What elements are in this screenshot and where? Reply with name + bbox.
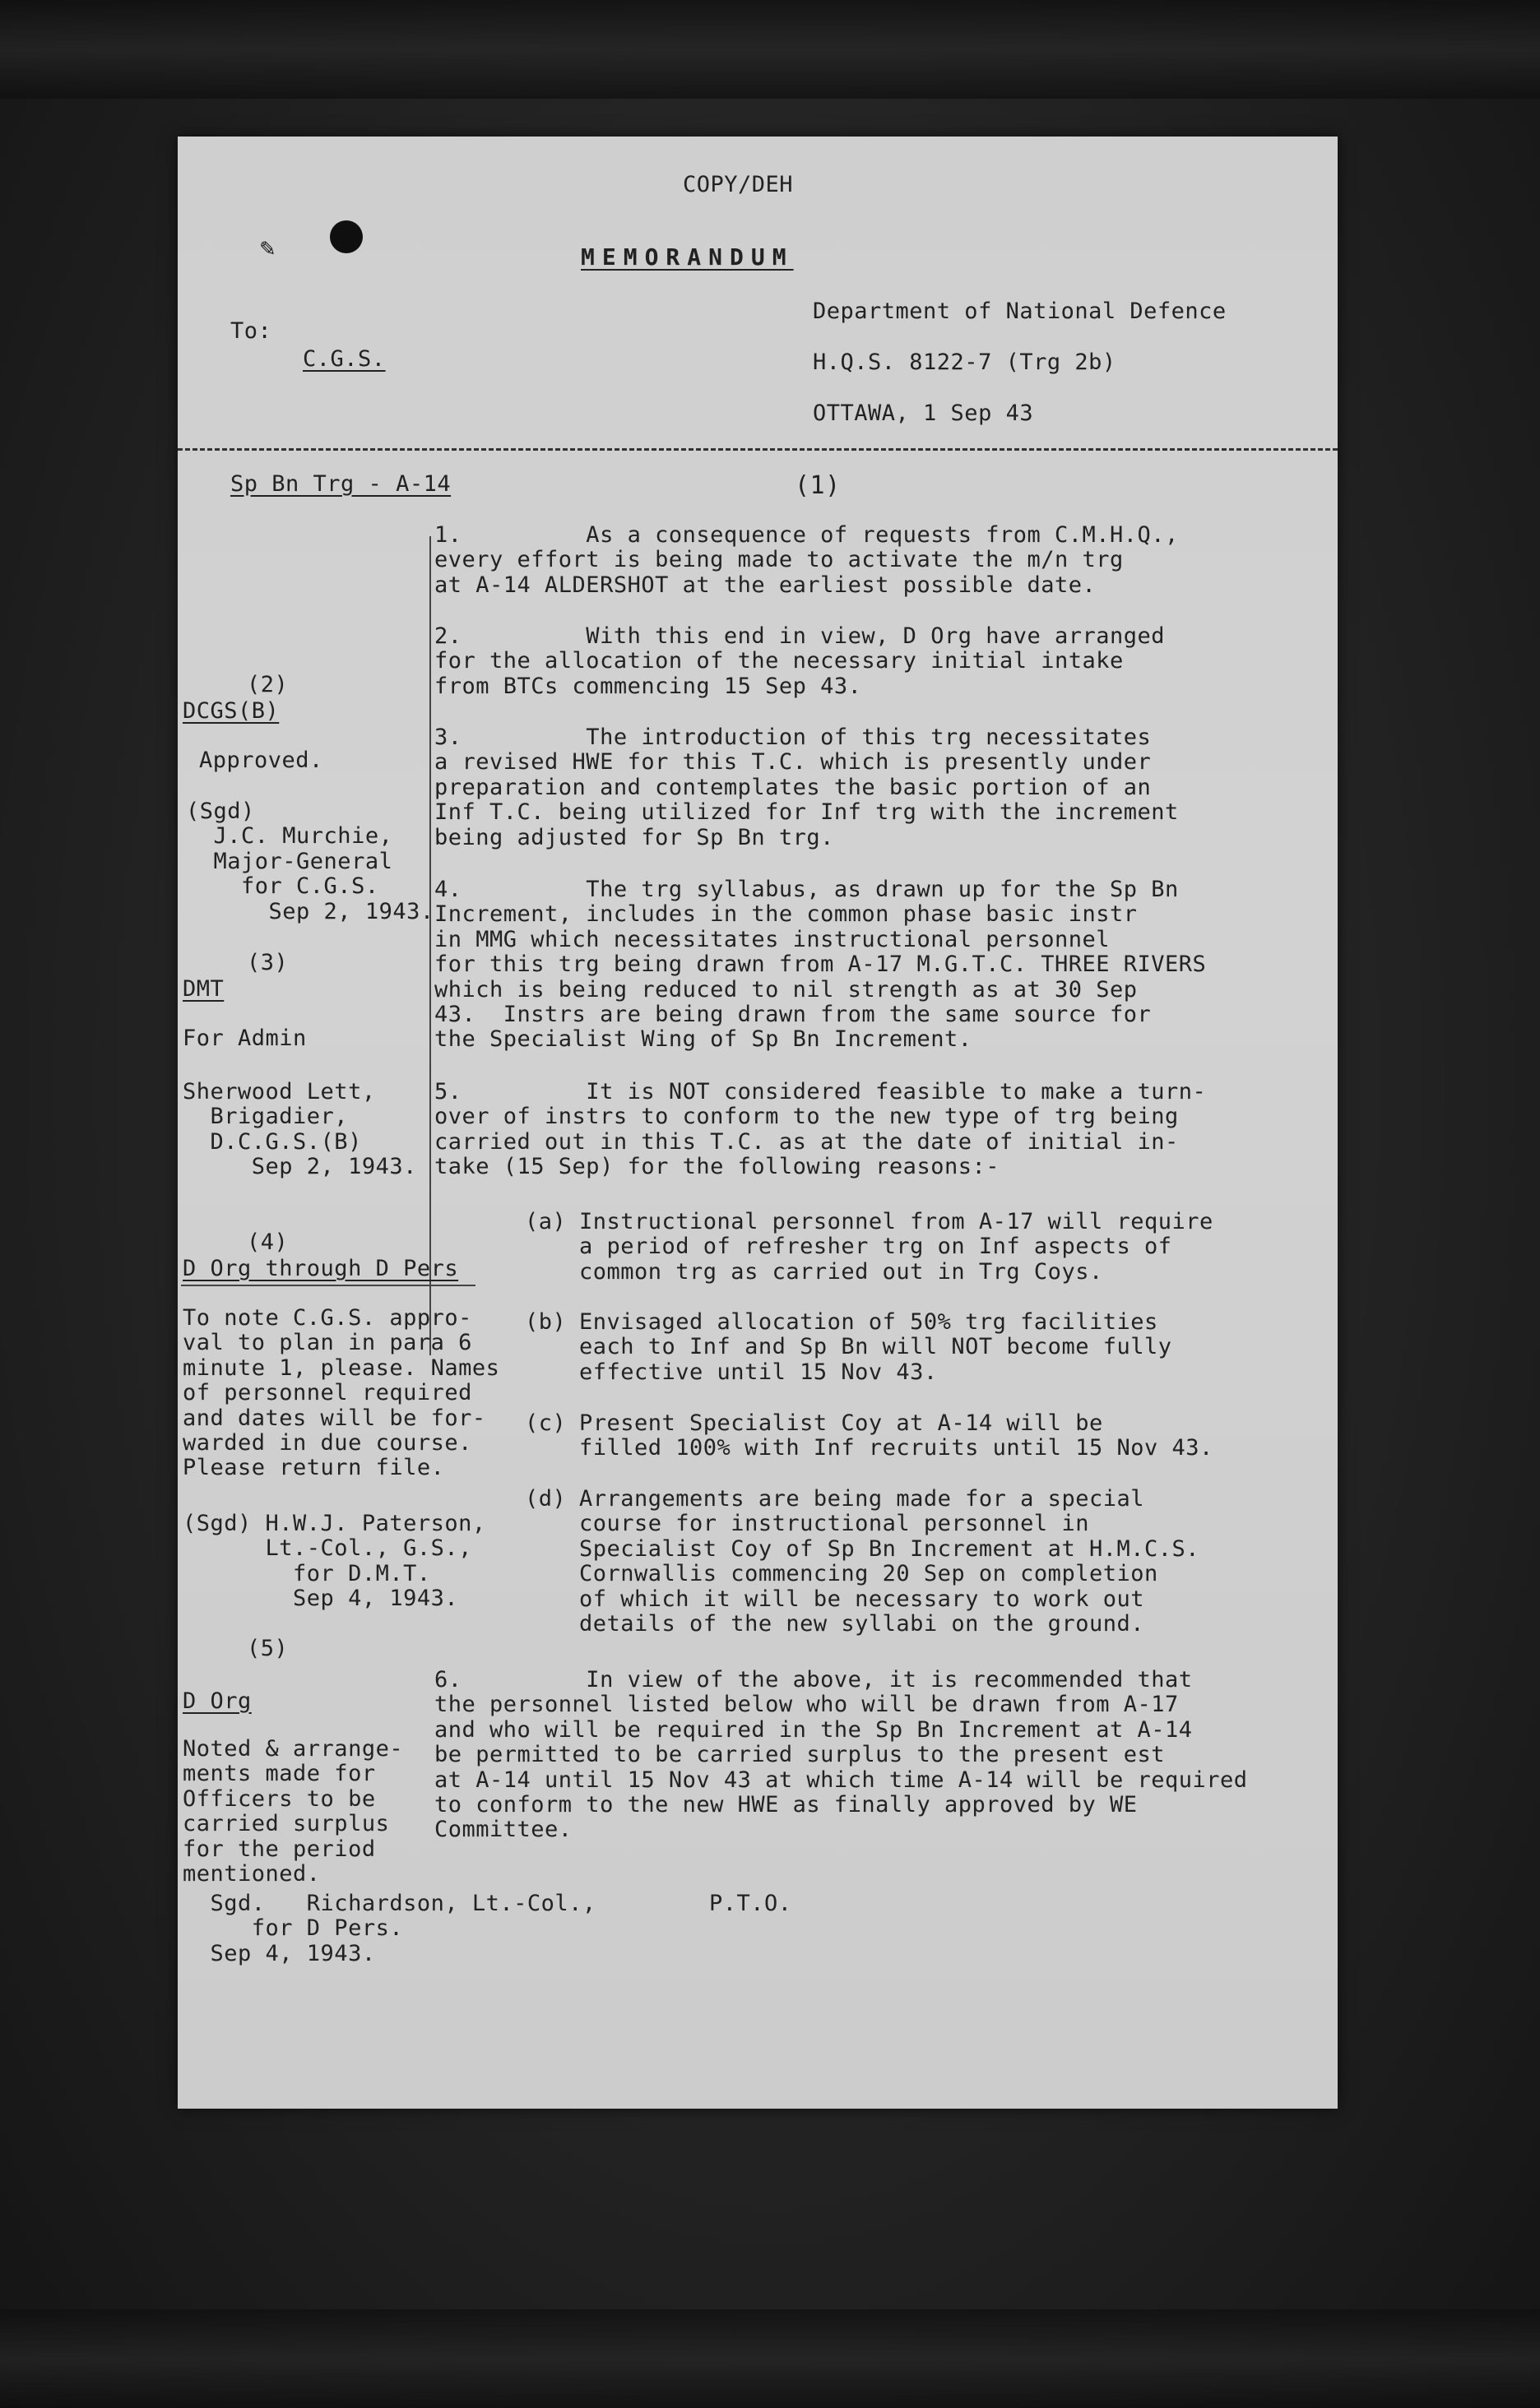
paragraph-6: 6. In view of the above, it is recommended that the personnel listed below who will be drawn from A-17 and who will be required in the Sp Bn Increment at A-14 be permitted to be carried surplus to the present est at A-14 until 15 Nov 43 at which time A-14 will be required to conform to the new HWE as finally approved by WE Committee. [434,1667,1248,1843]
minute-2-signature: (Sgd) J.C. Murchie, Major-General for C.G.S. Sep 2, 1943. [186,799,434,924]
minute-4-signature: (Sgd) H.W.J. Paterson, Lt.-Col., G.S., for D.M.T. Sep 4, 1943. [183,1511,486,1612]
minute-3-signature: Sherwood Lett, Brigadier, D.C.G.S.(B) Sep 2, 1943. [183,1079,417,1180]
minute-2-addressee: DCGS(B) [183,698,280,724]
place-date: OTTAWA, 1 Sep 43 [813,401,1034,426]
minute-2-body: Approved. [199,748,323,773]
paragraph-2: 2. With this end in view, D Org have arranged for the allocation of the necessary initial intake from BTCs commencing 15 Sep 43. [434,623,1166,699]
to-label: To: [230,318,272,344]
doc-type-title: MEMORANDUM [581,243,794,271]
margin-line-upper [429,536,431,1355]
file-reference: H.Q.S. 8122-7 (Trg 2b) [813,350,1116,375]
minute-number-4: (4) [247,1229,289,1255]
reason-text-a: Instructional personnel from A-17 will require a period of refresher trg on Inf aspects of common trg as carried out in Trg Coys. [579,1209,1213,1285]
header-divider [178,448,1338,451]
reason-label-d: (d) [525,1486,567,1512]
punch-hole [330,220,363,253]
please-turn-over: P.T.O. [709,1891,792,1916]
paragraph-4: 4. The trg syllabus, as drawn up for the Sp Bn Increment, includes in the common phase basic instr in MMG which necessitates instructional personnel for this trg being drawn from A-17 M.G.T.C. THREE RIVERS which is being reduced to nil strength as at 30 Sep 43. Instrs are being drawn from the same source for the Specialist Wing of Sp Bn Increment. [434,877,1207,1053]
subject: Sp Bn Trg - A-14 [230,471,452,497]
film-edge-top [0,0,1540,99]
reason-label-a: (a) [525,1209,567,1234]
minute-3-body: For Admin [183,1026,307,1051]
minute-4-addressee: D Org through D Pers [183,1256,459,1281]
copy-mark: COPY/DEH [683,172,794,197]
minute-5-addressee: D Org [183,1688,252,1714]
minute-4-body: To note C.G.S. appro- val to plan in para 6 minute 1, please. Names of personnel required and dates will be for- warded in due course. Please return file. [183,1305,500,1481]
margin-divider [181,1285,475,1286]
film-edge-bottom [0,2309,1540,2408]
reason-text-c: Present Specialist Coy at A-14 will be filled 100% with Inf recruits until 15 Nov 43. [579,1410,1213,1461]
paragraph-3: 3. The introduction of this trg necessitates a revised HWE for this T.C. which is presently under preparation and contemplates the basic portion of an Inf T.C. being utilized for Inf trg with the increment being adjusted for Sp Bn trg. [434,725,1179,850]
minute-5-body: Noted & arrange- ments made for Officers to be carried surplus for the period mentioned. [183,1736,404,1887]
minute-3-addressee: DMT [183,976,225,1002]
reason-label-c: (c) [525,1410,567,1436]
reason-label-b: (b) [525,1309,567,1335]
minute-number-3: (3) [247,950,289,975]
minute-number-2: (2) [247,672,289,697]
minute-number-1: (1) [795,471,841,500]
paragraph-1: 1. As a consequence of requests from C.M.H.Q., every effort is being made to activate the m/n trg at A-14 ALDERSHOT at the earliest possible date. [434,522,1179,598]
ink-mark: ✎ [260,234,276,262]
department: Department of National Defence [813,299,1227,324]
minute-5-signature: Sgd. Richardson, Lt.-Col., for D Pers. Sep 4, 1943. [210,1891,596,1966]
to-value: C.G.S. [303,346,386,372]
reason-text-b: Envisaged allocation of 50% trg facilities each to Inf and Sp Bn will NOT become fully effective until 15 Nov 43. [579,1309,1172,1385]
reason-text-d: Arrangements are being made for a special course for instructional personnel in Specialist Coy of Sp Bn Increment at H.M.C.S. Cornwallis commencing 20 Sep on completion of which it will be necessary to work out details of the new syllabi on the ground. [579,1486,1199,1637]
paragraph-5: 5. It is NOT considered feasible to make a turn- over of instrs to conform to the new type of trg being carried out in this T.C. as at the date of initial in- take (15 Sep) for the following reasons:- [434,1079,1207,1180]
minute-number-5: (5) [247,1636,289,1661]
